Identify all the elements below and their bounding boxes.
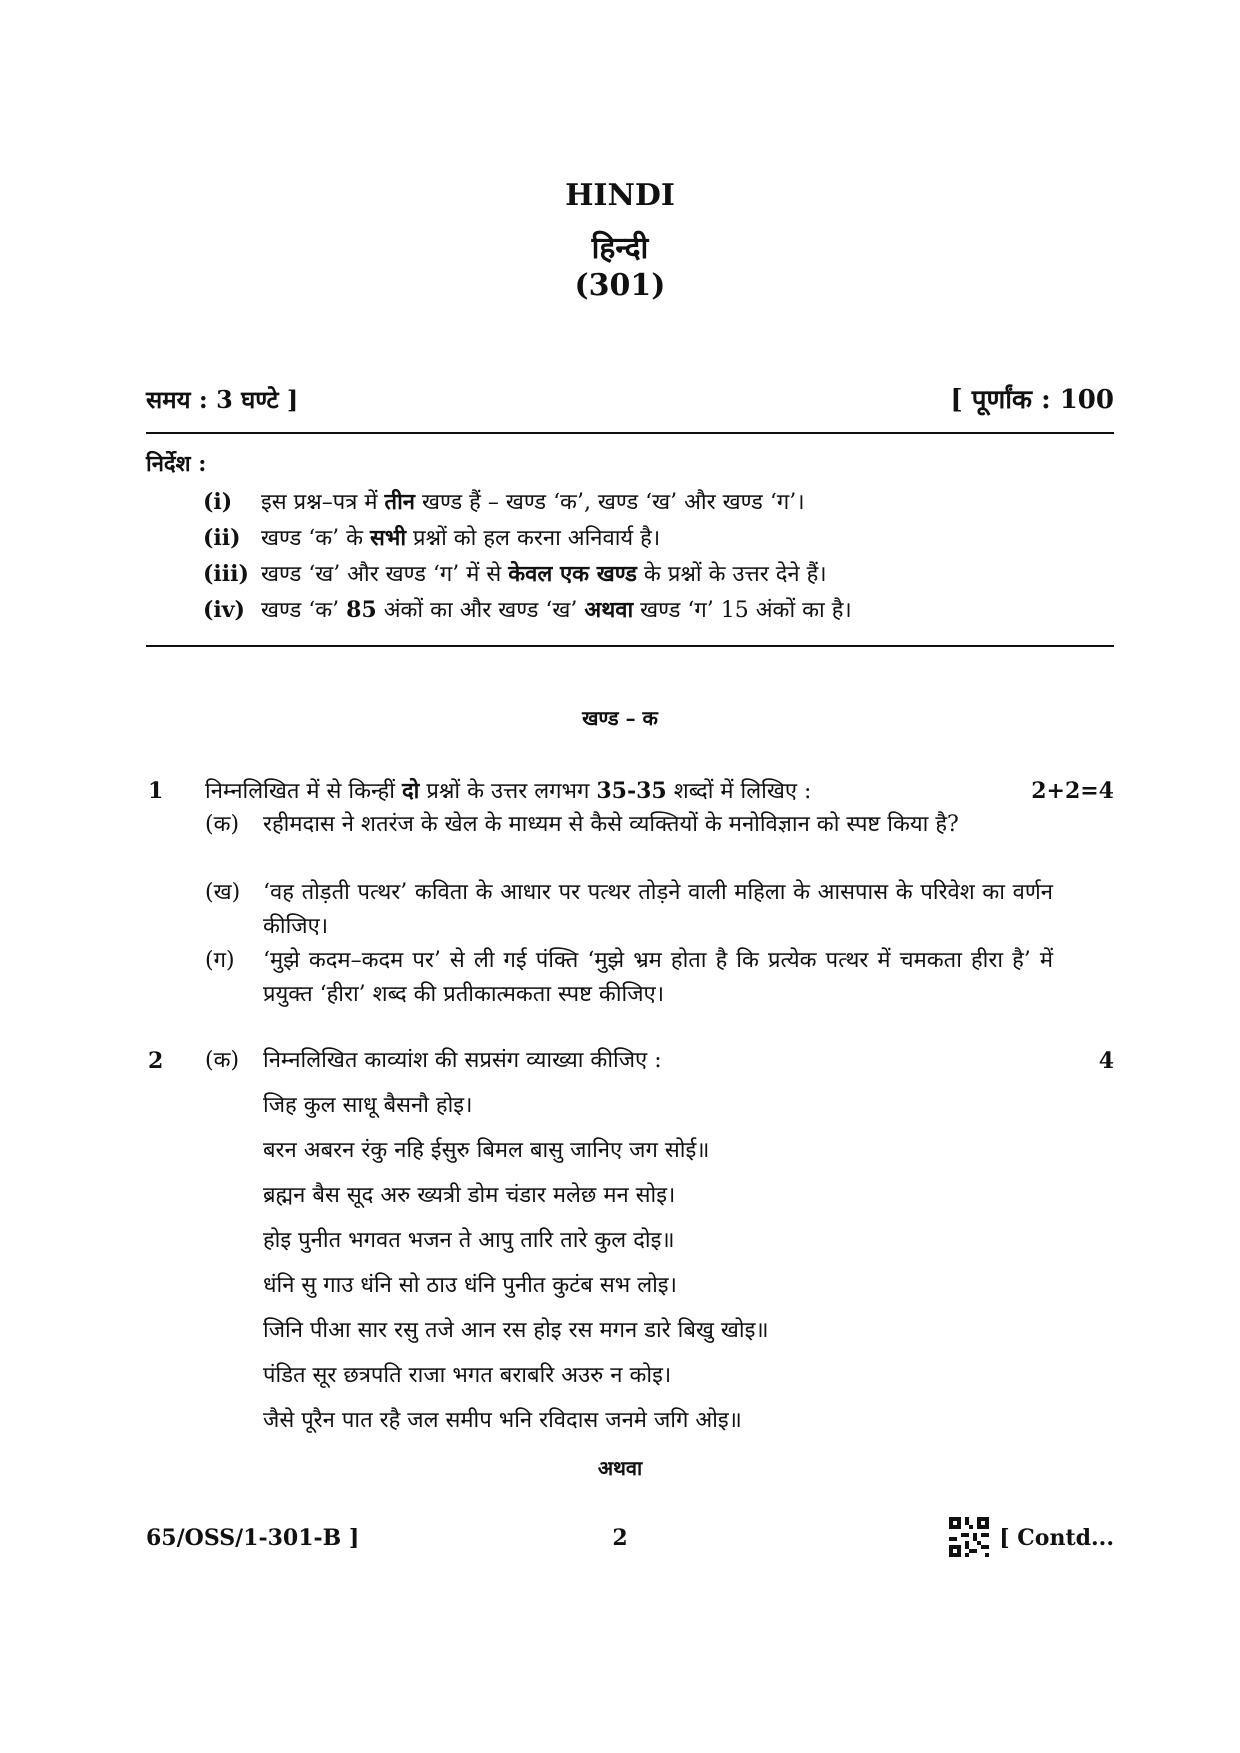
poem-line: पंडित सूर छत्रपति राजा भगत बराबरि अउरु न कोइ। [263,1363,672,1388]
page-number: 2 [612,1525,628,1551]
qr-code-icon [949,1517,989,1557]
poem-line: जिनि पीआ सार रसु तजे आन रस होइ रस मगन डारे बिखु खोइ॥ [263,1318,769,1343]
part-text: ‘मुझे कदम–कदम पर’ से ली गई पंक्ति ‘मुझे भ्रम होता है कि प्रत्येक पत्थर में चमकता हीरा है’ में प्रयुक्त ‘हीरा’ शब्द की प्रतीकात्मकता स्पष्ट कीजिए। [263,948,1053,1007]
question-stem: निम्नलिखित काव्यांश की सप्रसंग व्याख्या कीजिए : [263,1048,662,1073]
subject-hindi: हिन्दी [591,231,649,266]
time-label: समय : 3 घण्टे ] [146,385,299,414]
part-label: (ख) [205,880,241,905]
poem-line: ब्रह्मन बैस सूद अरु ख्यत्री डोम चंडार मलेछ मन सोइ। [263,1183,676,1208]
part-label: (ग) [205,948,235,973]
instruction-item: (ii) खण्ड ‘क’ के सभी प्रश्नों को हल करना अनिवार्य है। [203,525,661,551]
question-stem: निम्नलिखित में से किन्हीं दो प्रश्नों के उत्तर लगभग 35-35 शब्दों में लिखिए : [205,778,812,804]
question-number: 1 [148,778,164,804]
question-marks: 2+2=4 [1031,778,1114,804]
poem-line: जैसे पूरैन पात रहै जल समीप भनि रविदास जनमे जगि ओइ॥ [263,1408,742,1433]
section-heading: खण्ड – क [582,706,658,730]
paper-code: 65/OSS/1-301-B ] [146,1525,360,1551]
part-text: ‘वह तोड़ती पत्थर’ कविता के आधार पर पत्थर तोड़ने वाली महिला के आसपास के परिवेश का वर्णन कीजिए। [263,880,1053,939]
question-number: 2 [148,1048,164,1074]
part-label: (क) [205,1048,240,1073]
bottom-rule [146,645,1114,647]
or-label: अथवा [597,1456,643,1480]
question-marks: 4 [1098,1048,1114,1074]
poem-line: धंनि सु गाउ धंनि सो ठाउ धंनि पुनीत कुटंब सभ लोइ। [263,1273,677,1298]
instruction-item: (i) इस प्रश्न–पत्र में तीन खण्ड हैं – खण्ड ‘क’, खण्ड ‘ख’ और खण्ड ‘ग’। [203,489,805,515]
continued-label: [ Contd... [999,1525,1114,1551]
instruction-item: (iii) खण्ड ‘ख’ और खण्ड ‘ग’ में से केवल एक खण्ड के प्रश्नों के उत्तर देने हैं। [203,561,827,587]
subject-code: (301) [574,268,666,303]
part-text: रहीमदास ने शतरंज के खेल के माध्यम से कैसे व्यक्तियों के मनोविज्ञान को स्पष्ट किया है? [263,812,959,837]
instructions-heading: निर्देश : [146,451,207,477]
poem-line: होइ पुनीत भगवत भजन ते आपु तारि तारे कुल दोइ॥ [263,1228,675,1253]
part-label: (क) [205,812,240,837]
subject-english: HINDI [565,178,675,213]
max-marks-label: [ पूर्णांक : 100 [950,385,1114,415]
poem-line: जिह कुल साधू बैसनौ होइ। [263,1093,473,1118]
instruction-item: (iv) खण्ड ‘क’ 85 अंकों का और खण्ड ‘ख’ अथवा खण्ड ‘ग’ 15 अंकों का है। [203,597,852,623]
poem-line: बरन अबरन रंकु नहि ईसुरु बिमल बासु जानिए जग सोई॥ [263,1138,710,1163]
top-rule [146,432,1114,434]
